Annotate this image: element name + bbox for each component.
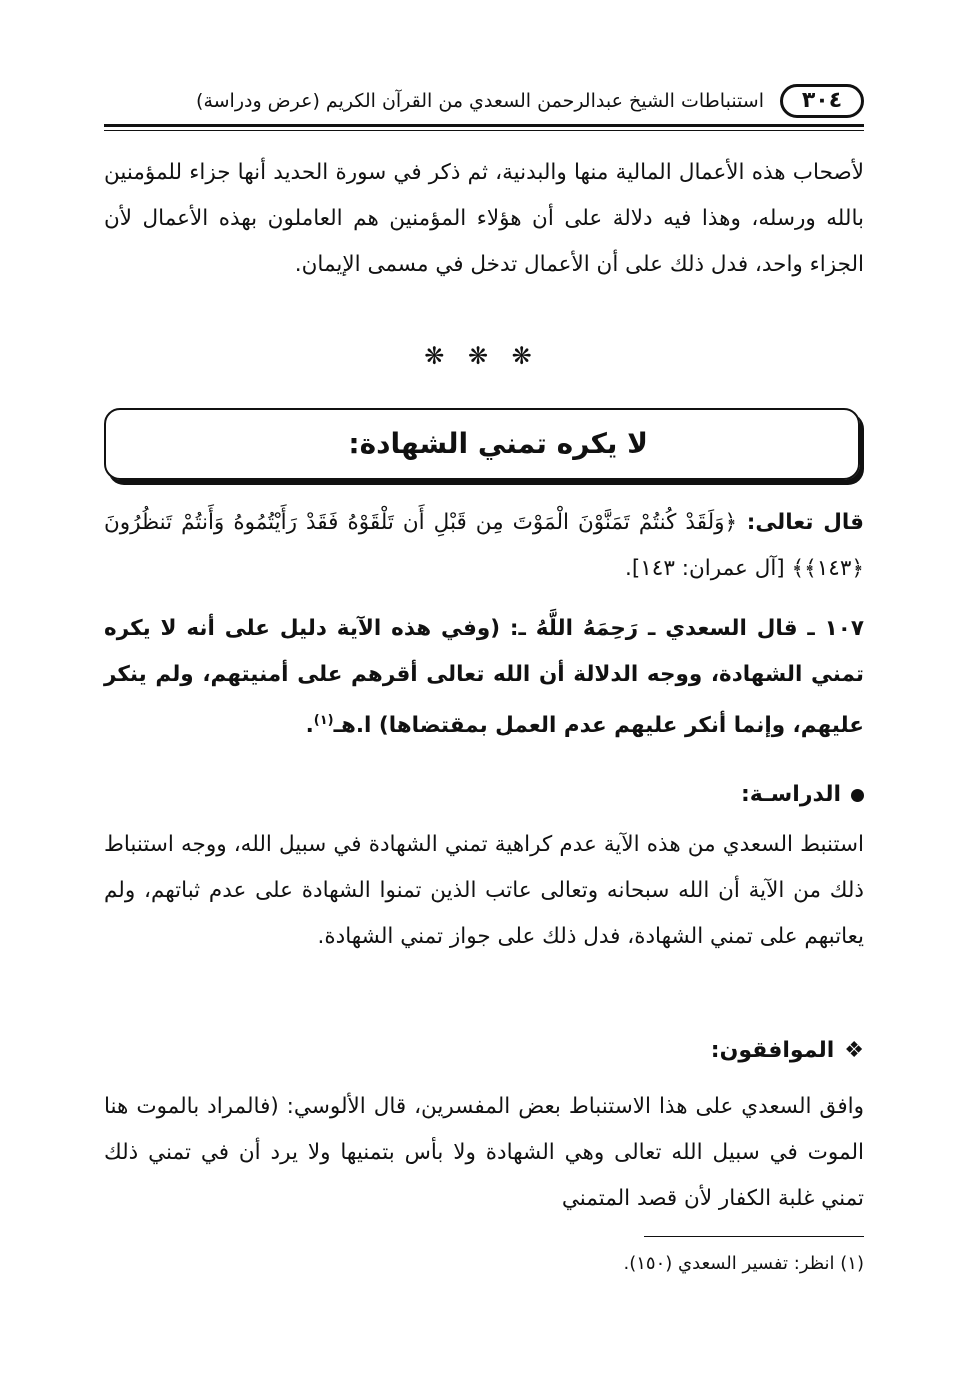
agreeing-heading: الموافقون: <box>710 1038 835 1063</box>
four-diamond-icon: ❖ <box>844 1038 864 1063</box>
footnote-rule <box>644 1236 864 1237</box>
study-heading: الدراسـة: <box>740 782 841 807</box>
footnote-marker: (١) <box>313 713 334 728</box>
quote-text: ١٠٧ ـ قال السعدي ـ رَحِمَهُ اللَّهُ ـ: (وفي هذه الآية دليل على أنه لا يكره تمني الشهادة، ووجه الدلالة أن الله تعالى أقرهم على أمنيتهم، ولم ينكر عليهم، وإنما أنكر عليهم عدم العمل بمقتضاها) ا.هـ <box>104 616 864 739</box>
running-header <box>108 78 864 122</box>
book-title: استنباطات الشيخ عبدالرحمن السعدي من القرآن الكريم (عرض ودراسة) <box>196 90 764 112</box>
verse-paragraph <box>104 500 864 592</box>
agreeing-paragraph: وافق السعدي على هذا الاستنباط بعض المفسرين، قال الألوسي: (فالمراد بالموت هنا الموت في سبيل الله تعالى وهي الشهادة ولا بأس بتمنيها ولا يرد أن في تمني ذلك تمني غلبة الكفار لأن قصد المتمني <box>104 1094 864 1211</box>
intro-paragraph: لأصحاب هذه الأعمال المالية منها والبدنية، ثم ذكر في سورة الحديد أنها جزاء للمؤمنين بالله ورسله، وهذا فيه دلالة على أن هؤلاء المؤمنين هم العاملون بهذه الأعمال لأن الجزاء واحد، فدل ذلك على أن الأعمال تدخل في مسمى الإيمان. <box>104 160 864 277</box>
section-separator: ❋ ❋ ❋ <box>424 342 540 370</box>
quote-end: . <box>305 713 314 739</box>
header-rule <box>104 124 864 127</box>
verse-reference: [آل عمران: ١٤٣]. <box>625 556 792 581</box>
agreeing-heading-row <box>711 1036 864 1066</box>
verse-lead: قال تعالى: <box>737 510 864 535</box>
section-heading-box <box>104 408 860 480</box>
footnote: (١) انظر: تفسير السعدي (١٥٠). <box>623 1253 864 1274</box>
study-heading-row <box>741 780 864 810</box>
bullet-icon <box>851 789 864 802</box>
verse-text: ﴿وَلَقَدْ كُنتُمْ تَمَنَّوْنَ الْمَوْتَ مِن قَبْلِ أَن تَلْقَوْهُ فَقَدْ رَأَيْتُمُوهُ وَأَنتُمْ تَنظُرُونَ ﴿١٤٣﴾﴾ <box>104 510 864 581</box>
page-number-badge: ٣٠٤ <box>780 84 864 118</box>
study-paragraph: استنبط السعدي من هذه الآية عدم كراهية تمني الشهادة في سبيل الله، ووجه استنباط ذلك من الآية أن الله سبحانه وتعالى عاتب الذين تمنوا الشهادة على عدم ثباتهم، ولم يعاتبهم على تمني الشهادة، فدل ذلك على جواز تمني الشهادة. <box>104 832 864 949</box>
header-rule-thin <box>104 130 864 131</box>
section-heading: لا يكره تمني الشهادة: <box>348 427 648 460</box>
saadi-quote <box>104 606 864 749</box>
